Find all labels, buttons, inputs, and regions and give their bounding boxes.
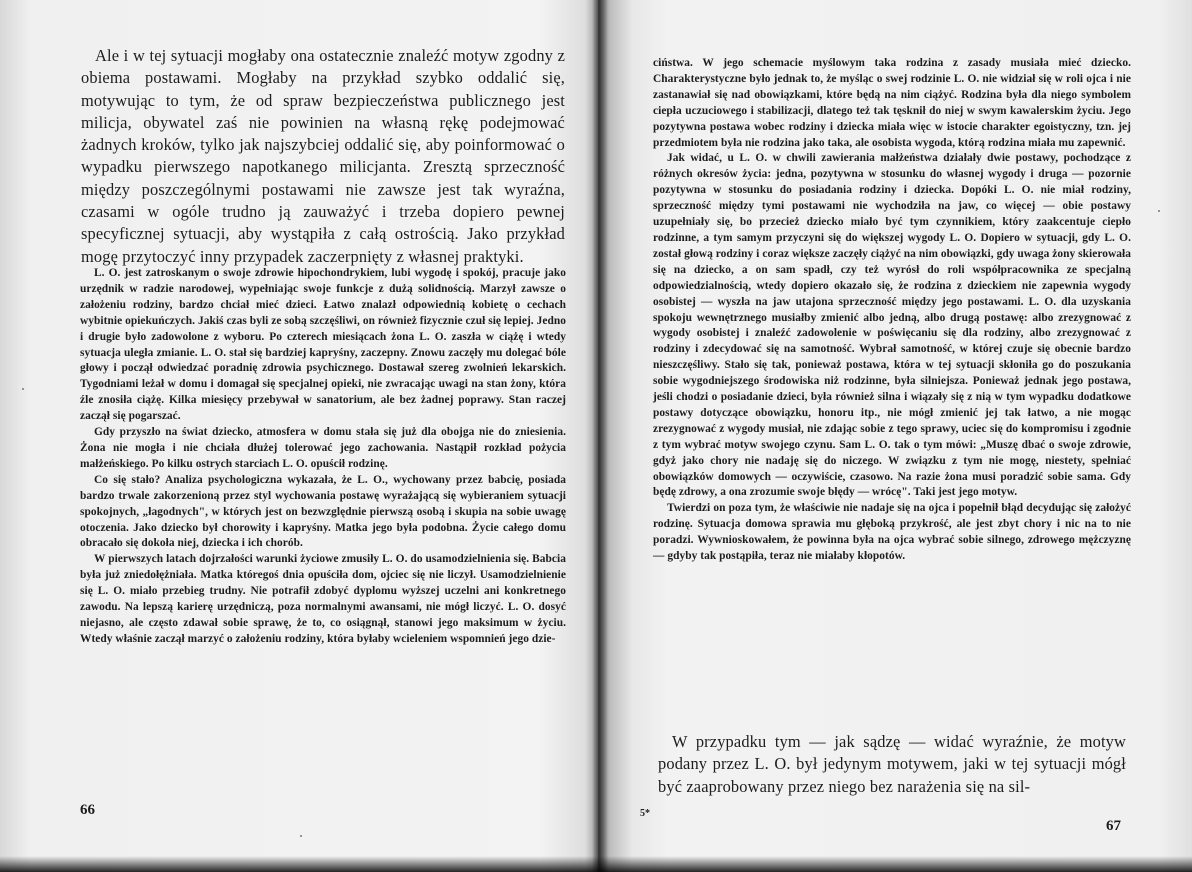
- case-paragraph: Gdy przyszło na świat dziecko, atmosfera w domu stała się już dla obojga nie do zniesienia. Żona nie mogła i nie chciała dłużej tolerować jego zachowania. Nastąpił rozkład pożycia małżeńskiego. Po kilku ostrych starciach L. O. opuścił rodzinę.: [80, 426, 566, 470]
- right-outro-text: [658, 731, 1126, 798]
- scan-bottom-edge: [0, 856, 1192, 872]
- left-intro-text: [81, 45, 565, 268]
- case-paragraph: Twierdzi on poza tym, że właściwie nie nadaje się na ojca i popełnił błąd decydując się założyć rodzinę. Sytuacja domowa sprawia mu głęboką przykrość, ale jest zbyt chory i nic na to nie poradzi. Wywnioskowałem, że powinna była na ojca wybrać sobie silnego, zdrowego mężczyznę — gdyby tak postąpiła, teraz nie miałaby kłopotów.: [653, 502, 1131, 563]
- left-case-study: [80, 266, 566, 648]
- paper-speck: [22, 388, 24, 390]
- outro-paragraph: W przypadku tym — jak sądzę — widać wyraźnie, że motyw podany przez L. O. był jedynym motywem, jaki w tej sytuacji mógł być zaaprobowany przez niego bez narażenia się na sil-: [658, 732, 1126, 796]
- paper-speck: [300, 835, 302, 837]
- right-case-study: [653, 56, 1131, 565]
- paper-speck: [1158, 210, 1160, 212]
- case-paragraph: W pierwszych latach dojrzałości warunki życiowe zmusiły L. O. do usamodzielnienia się. Babcia była już zniedołężniała. Matka któregoś dnia opuściła dom, ojciec się nie liczył. Usamodzielnienie się L. O. miało przebieg trudny. Nie potrafił zdobyć dyplomu wyższej uczelni ani konkretnego zawodu. Na lepszą karierę urzędniczą, poza normalnymi awansami, nie mógł liczyć. L. O. dosyć niejasno, ale często zdawał sobie sprawę, że to, co osiągnął, stanowi jego maksimum w życiu. Wtedy właśnie zaczął marzyć o założeniu rodziny, która byłaby wcieleniem wspomnień jego dzie-: [80, 553, 566, 645]
- case-paragraph: ciństwa. W jego schemacie myślowym taka rodzina z zasady musiała mieć dziecko. Charakterystyczne było jednak to, że myśląc o swej rodzinie L. O. nie widział się w roli ojca i nie zastanawiał się nad obowiązkami, które będą na nim ciążyć. Rodzina była dla niego symbolem ciepła uczuciowego i stabilizacji, dlatego też tak tęsknił do niej w swym kawalerskim życiu. Jego pozytywna postawa wobec rodziny i dziecka miała więc w istocie charakter egoistyczny, tzn. jej przedmiotem była nie rodzina jako taka, ale osobista wygoda, którą rodzina miała mu zapewnić.: [653, 57, 1131, 149]
- case-paragraph: Co się stało? Analiza psychologiczna wykazała, że L. O., wychowany przez babcię, posiada bardzo trwale zakorzenioną przez styl wychowania postawę wyrażającą się wybieraniem sytuacji spokojnych, „łagodnych", w których jest on bezwzględnie pierwszą osobą i skupia na sobie uwagę otoczenia. Jako dziecko był chorowity i kapryśny. Matka jego była podobna. Życie całego domu obracało się dokoła niej, dziecka i ich chorób.: [80, 473, 566, 550]
- book-gutter: [592, 0, 608, 872]
- signature-mark: 5*: [640, 808, 650, 819]
- intro-paragraph: Ale i w tej sytuacji mogłaby ona ostatecznie znaleźć motyw zgodny z obiema postawami. Mogłaby na przykład szybko oddalić się, motywując to tym, że od spraw bezpieczeństwa publicznego jest milicja, obywatel zaś nie powinien na własną rękę podejmować żadnych kroków, tylko jak najszybciej oddalić się, aby poinformować o wypadku pierwszego napotkanego milicjanta. Zresztą sprzeczność między poszczególnymi postawami nie zawsze jest tak wyraźna, czasami w ogóle trudno ją zauważyć i trzeba dopiero pewnej specyficznej sytuacji, aby wystąpiła z całą ostrością. Jako przykład mogę przytoczyć inny przypadek zaczerpnięty z własnej praktyki.: [81, 46, 565, 266]
- page-number-left: 66: [80, 802, 95, 818]
- page-number-right: 67: [1106, 818, 1121, 834]
- case-paragraph: Jak widać, u L. O. w chwili zawierania małżeństwa działały dwie postawy, pochodzące z różnych okresów życia: jedna, pozytywna w stosunku do własnej wygody i druga — pozornie pozytywna w stosunku do posiadania rodziny i dziecka. Dopóki L. O. nie miał rodziny, sprzeczność między tymi postawami nie wychodziła na jaw, co więcej — obie postawy uzupełniały się, bo przecież dziecko miało być tym czynnikiem, który zaakcentuje ciepło rodzinne, a tym samym przyczyni się do większej wygody L. O. Dopiero w sytuacji, gdy L. O. został głową rodziny i coraz większe zaczęły ciążyć na nim obowiązki, gdy uwaga żony skierowała się na dziecko, a on sam spadł, czy też wyrósł do roli współpracownika ze specjalną odpowiedzialnością, wtedy dopiero okazało się, że rodzina z dzieckiem nie zapewnia wygody osobistej — wyszła na jaw utajona sprzeczność między jego postawami. L. O. dla uzyskania spokoju wewnętrznego musiałby zmienić albo jedną, albo drugą postawę: albo zrezygnować z wygody osobistej i znaleźć zadowolenie w poświęcaniu się dla rodziny, albo zrezygnować z rodziny i zdecydować się na samotność. Wybrał samotność, w której czuje się obecnie bardzo nieszczęśliwy. Stało się tak, ponieważ postawa, która w tej sytuacji skłoniła go do poszukania sobie wygodniejszego środowiska niż rodzinne, była silniejsza. Ponieważ jednak jego postawa, jeśli chodzi o posiadanie dzieci, była również silna i wiązały się z nią w tym wypadku dodatkowe postawy dotyczące obowiązku, honoru itp., nie mógł zmienić jej tak łatwo, a nie mogąc zrezygnować z wygody musiał, nie zdając sobie z tego sprawy, uciec się do kompromisu i zgodnie z tym wybrać motyw swojego czynu. Sam L. O. tak o tym mówi: „Muszę dbać o swoje zdrowie, gdyż jako chory nie nadaję się do niczego. W związku z tym nie mogę, niestety, spełniać obowiązków domowych — oczywiście, czasowo. Na razie żona musi poradzić sobie sama. Gdy będę zdrowy, a ona zrozumie swoje błędy — wrócę". Taki jest jego motyw.: [653, 152, 1131, 499]
- case-paragraph: L. O. jest zatroskanym o swoje zdrowie hipochondrykiem, lubi wygodę i spokój, pracuje jako urzędnik w radzie narodowej, wypełniając swoje funkcje z dużą solidnością. Marzył zawsze o założeniu rodziny, bardzo chciał mieć dzieci. Łatwo znalazł odpowiednią kobietę o cechach wybitnie opiekuńczych. Jakiś czas byli ze sobą szczęśliwi, on również fizycznie czuł się lepiej. Jedno i drugie było zadowolone z wyboru. Po czterech miesiącach żona L. O. zaszła w ciążę i wtedy sytuacja uległa zmianie. L. O. stał się bardziej kapryśny, zaczepny. Znowu zaczęły mu dolegać bóle głowy i począł odwiedzać poradnię zdrowia psychicznego. Dostawał szereg zwolnień lekarskich. Tygodniami leżał w domu i domagał się specjalnej opieki, nie zwracając uwagi na stan żony, która źle znosiła ciążę. Kilka miesięcy przebywał w sanatorium, ale bez żadnej poprawy. Stan raczej zaczął się pogarszać.: [80, 267, 566, 423]
